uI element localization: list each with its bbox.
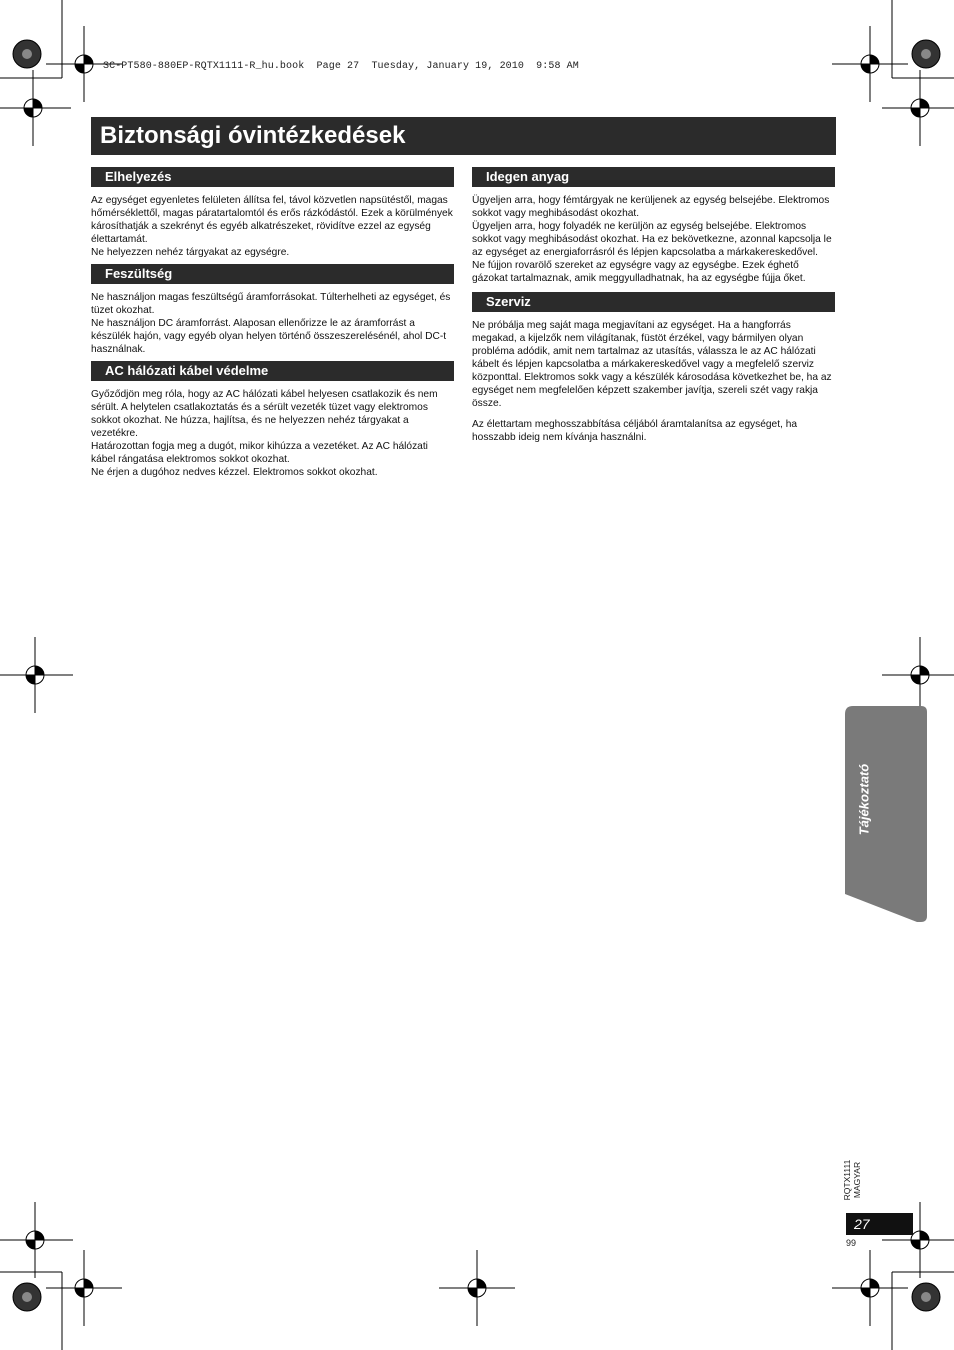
- section-body: [91, 187, 454, 259]
- page-number: 27: [846, 1213, 913, 1235]
- document-code: [842, 1150, 862, 1210]
- color-target-mark: [13, 1283, 41, 1311]
- color-target-mark: [13, 40, 41, 68]
- document-code-line: RQTX1111: [842, 1159, 852, 1201]
- crosshair-mark: [0, 70, 71, 146]
- crosshair-mark: [439, 1250, 515, 1326]
- section-body: [472, 312, 835, 444]
- left-column: [91, 167, 454, 479]
- color-target-mark: [912, 40, 940, 68]
- page-title: Biztonsági óvintézkedések: [91, 117, 836, 155]
- paragraph: Az egységet egyenletes felületen állítsa fel, távol közvetlen napsütéstől, magas hőmérséklettől, magas páratartalomtól és erős rázkódástól. Ezek a körülmények károsíthatják a szekrényt és egyéb alkatrészeket, rövidítve ezzel az egység élettartamát.: [91, 195, 453, 245]
- crosshair-mark: [832, 26, 908, 102]
- crosshair-mark: [832, 1250, 908, 1326]
- section-body: [91, 381, 454, 479]
- section-body: [91, 284, 454, 356]
- paragraph: Ne érjen a dugóhoz nedves kézzel. Elektromos sokkot okozhat.: [91, 467, 378, 478]
- crosshair-mark: [882, 637, 954, 713]
- crosshair-mark: [46, 1250, 122, 1326]
- paragraph: Ügyeljen arra, hogy fémtárgyak ne kerüljenek az egység belsejébe. Elektromos sokkot vagy meghibásodást okozhat.: [472, 195, 830, 219]
- paragraph: Ne használjon magas feszültségű áramforrásokat. Túlterhelheti az egységet, és tüzet okozhat.: [91, 292, 451, 316]
- section-idegen-anyag: [472, 167, 835, 285]
- print-header: SC-PT580-880EP-RQTX1111-R_hu.book Page 27 Tuesday, January 19, 2010 9:58 AM: [103, 61, 579, 72]
- crosshair-mark: [0, 637, 73, 713]
- section-heading: Elhelyezés: [91, 167, 454, 187]
- section-ac-kabel: [91, 361, 454, 479]
- paragraph: Ne fújjon rovarölő szereket az egységre vagy az egységbe. Ezek éghető gázokat tartalmaznak, amik meggyulladhatnak, ha az egységbe fújja őket.: [472, 260, 806, 284]
- paragraph: Ne használjon DC áramforrást. Alaposan ellenőrizze le az áramforrást a készülék hajón, vagy egyéb olyan helyen történő összeszerelésénél, ahol DC-t használnak.: [91, 318, 447, 355]
- crosshair-mark: [0, 1202, 73, 1278]
- section-elhelyezes: [91, 167, 454, 259]
- section-body: [472, 187, 835, 285]
- color-target-mark: [912, 1283, 940, 1311]
- section-szerviz: [472, 292, 835, 444]
- paragraph: Ne próbálja meg saját maga megjavítani az egységet. Ha a hangforrás megakad, a kijelzők nem világítanak, füstöt érzékel, vagy bármilyen olyan probléma adódik, amit nem tartalmaz az utasítás, válassza le az AC hálózati kábelt és lépjen kapcsolatba a márkakereskedővel vagy a megfelelő szerviz központtal. Elektromos sokk vagy a készülék károsodása következhet be, ha az egységet nem megfelelően képzett szakember javítja, szereli szét vagy rakja össze.: [472, 320, 832, 409]
- paragraph: Ügyeljen arra, hogy folyadék ne kerüljön az egység belsejébe. Elektromos sokkot vagy meghibásodást okozhat. Ha ez bekövetkezne, azonnal kapcsolja le az egységet az energiaforrásról és lépjen kapcsolatba a márkakereskedővel.: [472, 221, 832, 258]
- right-column: [472, 167, 835, 444]
- sub-page-number: 99: [846, 1238, 857, 1248]
- paragraph: Az élettartam meghosszabbítása céljából áramtalanítsa az egységet, ha hosszabb ideig nem kívánja használni.: [472, 419, 798, 443]
- paragraph: Határozottan fogja meg a dugót, mikor kihúzza a vezetéket. Az AC hálózati kábel rángatása elektromos sokkot okozhat.: [91, 441, 428, 465]
- section-heading: Szerviz: [472, 292, 835, 312]
- side-tab-label: Tájékoztató: [856, 763, 872, 836]
- crosshair-mark: [882, 70, 954, 146]
- section-heading: Idegen anyag: [472, 167, 835, 187]
- section-feszultseg: [91, 264, 454, 356]
- paragraph: Győződjön meg róla, hogy az AC hálózati kábel helyesen csatlakozik és nem sérült. A helytelen csatlakoztatás és a sérült vezeték tüzet vagy elektromos sokkot okozhat. Ne húzza, hajlítsa, és ne helyezzen nehéz tárgyakat a vezetékre.: [91, 389, 438, 439]
- section-heading: AC hálózati kábel védelme: [91, 361, 454, 381]
- document-language: MAGYAR: [852, 1161, 862, 1199]
- paragraph: Ne helyezzen nehéz tárgyakat az egységre.: [91, 247, 290, 258]
- section-heading: Feszültség: [91, 264, 454, 284]
